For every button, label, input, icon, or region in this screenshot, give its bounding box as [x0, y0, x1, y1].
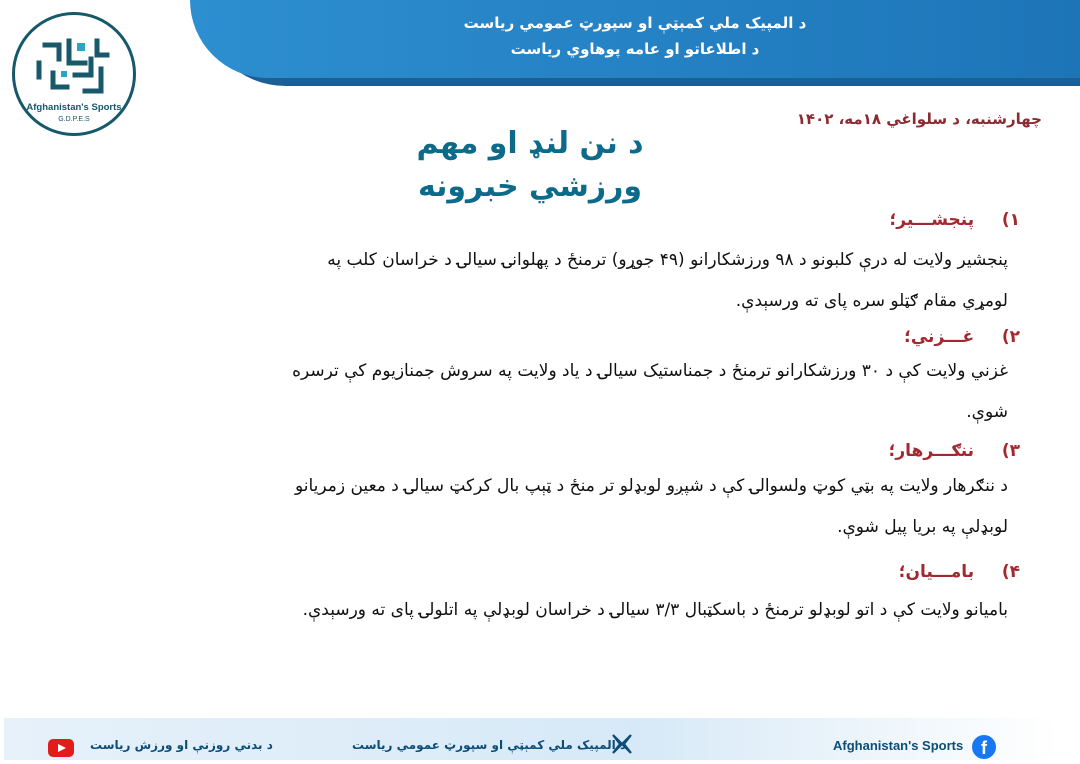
section-body: [303, 590, 1008, 631]
section-number: ۲): [1001, 327, 1020, 347]
section-heading: [904, 327, 1020, 347]
section-heading: [899, 562, 1020, 582]
header-banner: [190, 0, 1080, 78]
facebook-link[interactable]: Afghanistan's Sports: [833, 738, 964, 753]
section-body: [292, 351, 1008, 433]
section-line: پنجشير ولايت له درې کلبونو د ۹۸ ورزشکارانو (۴۹ جوړو) ترمنځ د پهلوانۍ سيالۍ د خراسان کلب په: [327, 250, 1008, 270]
section-line: شوې.: [966, 402, 1008, 422]
section-line: لوبډلې په بريا پيل شوې.: [837, 517, 1008, 537]
sports-logo: [12, 12, 136, 136]
header-line-1: د المپیک ملي کمېټې او سپورټ عمومي رياست: [463, 14, 807, 32]
section-line: د ننګرهار ولايت په بټي کوټ ولسوالۍ کې د شپږو لوبډلو تر منځ د ټېپ بال کرکټ سيالۍ د معين زمريانو: [294, 476, 1008, 496]
header-line-2: د اطلاعاتو او عامه پوهاوي رياست: [510, 40, 760, 58]
facebook-icon[interactable]: f: [972, 735, 996, 759]
page-title-line-2: ورزشي خبرونه: [417, 169, 643, 204]
logo-name: Afghanistan's Sports: [26, 102, 122, 113]
x-icon[interactable]: [610, 732, 634, 756]
section-number: ۱): [1001, 210, 1020, 230]
section-heading: [889, 441, 1020, 461]
x-link[interactable]: د المپیک ملي کمېټې او سپورټ عمومي رياست: [352, 738, 627, 752]
youtube-icon[interactable]: [48, 739, 74, 757]
header-text: [190, 10, 1080, 62]
youtube-link[interactable]: د بدني روزنې او ورزش رياست: [90, 738, 273, 752]
page-title-line-1: د نن لنډ او مهم: [416, 126, 644, 161]
section-body: [295, 466, 1008, 548]
section-number: ۳): [1001, 441, 1020, 461]
section-title: پنجشـــير؛: [889, 210, 975, 230]
section-body: [327, 240, 1008, 322]
section-title: ننګـــرهار؛: [888, 441, 975, 461]
section-line: باميانو ولايت کې د اتو لوبډلو ترمنځ د باسکټبال ۳/۳ سيالۍ د خراسان لوبډلې په اتلولۍ پای ته ورسېدې.: [302, 600, 1008, 620]
section-line: لومړي مقام ګټلو سره پای ته ورسېدې.: [735, 291, 1008, 311]
section-title: غـــزني؛: [904, 327, 975, 347]
section-heading: [889, 210, 1020, 230]
section-line: غزني ولايت کې د ۳۰ ورزشکارانو ترمنځ د جمناستيک سيالۍ د ياد ولايت په سروش جمنازيوم کې ترسره: [292, 361, 1008, 381]
logo-abbr: G.D.P.E.S: [58, 116, 90, 123]
date-line: چهارشنبه، د سلواغي ۱۸مه، ۱۴۰۲: [796, 110, 1042, 128]
section-title: بامـــيان؛: [898, 562, 975, 582]
section-number: ۴): [1001, 562, 1020, 582]
